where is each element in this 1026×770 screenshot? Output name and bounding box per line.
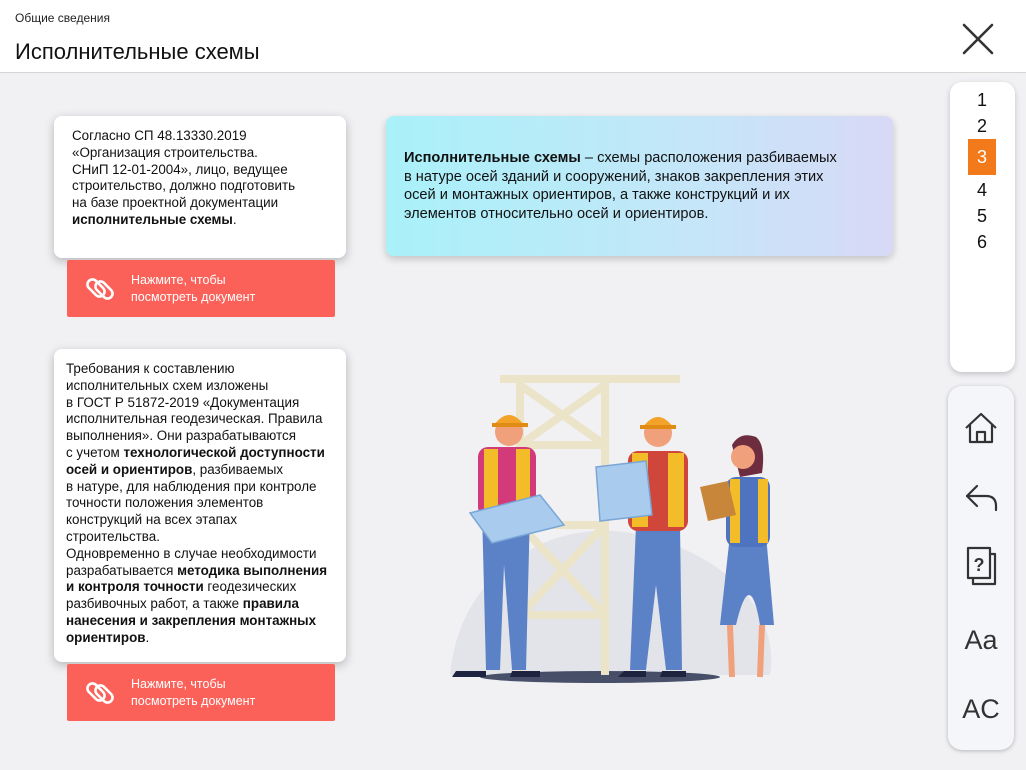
card-text: выполнения». Они разрабатываются bbox=[66, 428, 296, 444]
card-emphasis: и контроля точности bbox=[66, 579, 204, 595]
close-icon[interactable] bbox=[955, 16, 1001, 62]
svg-text:?: ? bbox=[973, 555, 985, 575]
page-2[interactable]: 2 bbox=[976, 116, 987, 136]
page-navigator bbox=[950, 82, 1015, 372]
definition-box bbox=[386, 116, 893, 256]
button-label-line: Нажмите, чтобы bbox=[131, 677, 226, 691]
page-6[interactable]: 6 bbox=[976, 232, 987, 252]
card-text: на базе проектной документации bbox=[72, 195, 279, 211]
home-icon[interactable] bbox=[956, 404, 1006, 450]
page-4[interactable]: 4 bbox=[976, 180, 987, 200]
card-text: осей и ориентиров, разбиваемых bbox=[66, 461, 284, 477]
card-text: строительства. bbox=[66, 528, 160, 544]
card-text: исполнительных схем изложены bbox=[66, 377, 269, 393]
page-3[interactable]: 3 bbox=[968, 139, 996, 175]
definition-term: Исполнительные схемы bbox=[404, 150, 581, 166]
card-emphasis: исполнительные схемы bbox=[72, 211, 233, 227]
definition-text: элементов относительно осей и ориентиров. bbox=[404, 205, 709, 222]
link-icon bbox=[84, 273, 116, 305]
workers-illustration bbox=[440, 365, 790, 695]
help-document-icon[interactable] bbox=[956, 542, 1006, 588]
card-text: с учетом технологической доступности bbox=[66, 444, 325, 460]
definition-text: Исполнительные схемы – схемы расположения разбиваемых bbox=[404, 150, 837, 166]
card-text: разрабатывается методика выполнения bbox=[66, 562, 328, 578]
card-emphasis: правила bbox=[242, 596, 299, 612]
header-bar bbox=[0, 0, 1026, 73]
card-emphasis: осей и ориентиров bbox=[66, 461, 193, 477]
card-text: в натуре, для наблюдения при контроле bbox=[66, 478, 317, 494]
button-label-line: Нажмите, чтобы bbox=[131, 273, 226, 287]
definition-text: в натуре осей зданий и сооружений, знаков закрепления этих bbox=[404, 168, 824, 185]
card-text: исполнительные схемы. bbox=[72, 211, 237, 227]
card-text: конструкций на всех этапах bbox=[66, 512, 238, 528]
card-text: «Организация строительства. bbox=[72, 144, 258, 160]
page-1[interactable]: 1 bbox=[976, 90, 987, 110]
card-text: разбивочных работ, а также правила bbox=[66, 596, 299, 612]
button-label-line: посмотреть документ bbox=[131, 694, 256, 708]
card-text: Согласно СП 48.13330.2019 bbox=[72, 128, 247, 143]
contrast-button[interactable]: AC bbox=[962, 694, 1000, 724]
card-emphasis: технологической доступности bbox=[123, 444, 325, 460]
page-5[interactable]: 5 bbox=[976, 206, 987, 226]
card-text: в ГОСТ Р 51872-2019 «Документация bbox=[66, 394, 300, 410]
card-text: исполнительная геодезическая. Правила bbox=[66, 411, 323, 427]
definition-text: осей и монтажных ориентиров, а также конструкций и их bbox=[404, 187, 790, 203]
card-text: строительство, должно подготовить bbox=[72, 178, 296, 194]
view-document-button[interactable] bbox=[67, 664, 335, 721]
card-text bbox=[66, 613, 346, 630]
info-card-gost bbox=[54, 349, 346, 662]
back-arrow-icon[interactable] bbox=[956, 474, 1006, 520]
page-title: Исполнительные схемы bbox=[15, 39, 260, 64]
view-document-button[interactable] bbox=[67, 260, 335, 317]
card-text: Одновременно в случае необходимости bbox=[66, 545, 317, 561]
section-label: Общие сведения bbox=[15, 11, 110, 25]
font-size-button[interactable]: Aa bbox=[964, 625, 998, 655]
card-text: и контроля точности геодезических bbox=[66, 579, 297, 595]
card-text: ориентиров. bbox=[66, 629, 150, 645]
card-emphasis: методика выполнения bbox=[177, 562, 328, 578]
card-text: точности положения элементов bbox=[66, 495, 264, 511]
info-card-sp bbox=[54, 116, 346, 258]
card-emphasis: нанесения и закрепления монтажных bbox=[66, 612, 317, 628]
card-text: Требования к составлению bbox=[66, 361, 235, 376]
card-text: СНиП 12-01-2004», лицо, ведущее bbox=[72, 161, 288, 177]
tool-panel bbox=[948, 386, 1014, 750]
link-icon bbox=[84, 677, 116, 709]
card-emphasis: ориентиров bbox=[66, 629, 146, 645]
button-label-line: посмотреть документ bbox=[131, 290, 256, 304]
